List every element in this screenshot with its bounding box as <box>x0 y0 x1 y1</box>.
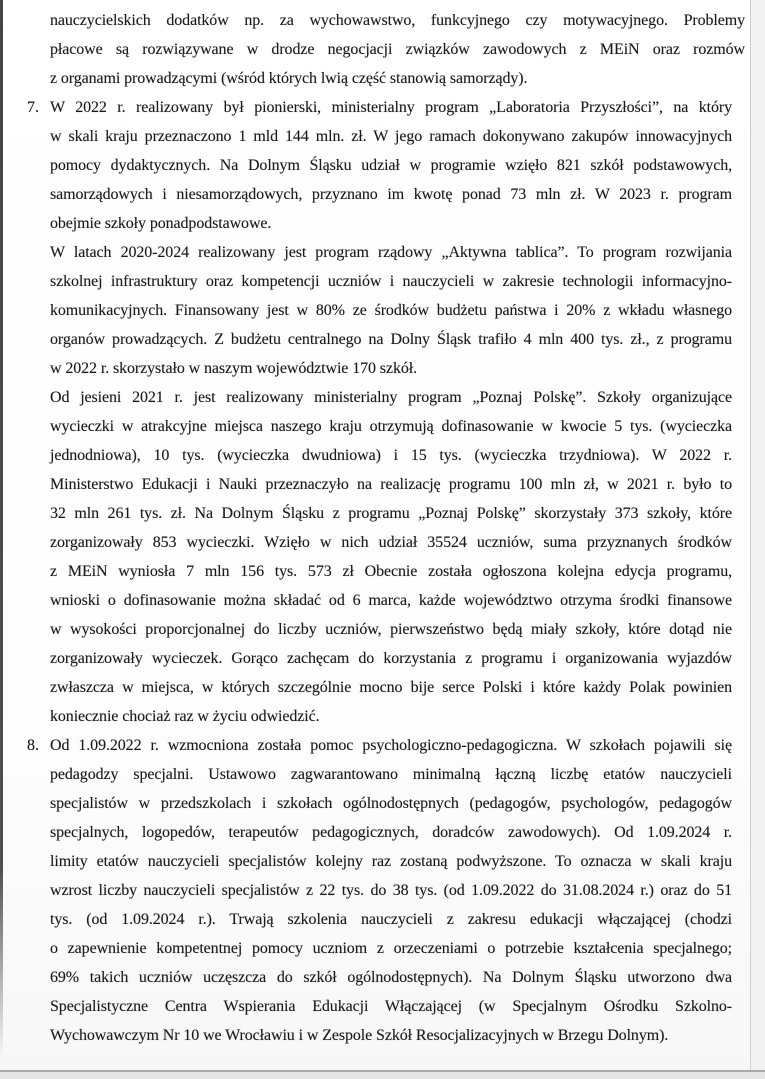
text-line: szkolnej infrastruktury oraz kompetencji uczniów i nauczycieli w zakresie technologii informacyjno- <box>50 273 732 290</box>
text-line: Od jesieni 2021 r. jest realizowany ministerialny program „Poznaj Polskę”. Szkoły organizujące <box>50 389 732 406</box>
list-item-7 <box>27 93 732 731</box>
list-item-8 <box>27 731 732 1050</box>
text-column <box>27 6 745 1050</box>
paragraph-aktywna-tablica <box>50 238 732 383</box>
text-line: zwłaszcza w miejsca, w których szczególnie mocno bije serce Polski i które każdy Polak powinien <box>50 679 732 696</box>
text-line: wycieczki w atrakcyjne miejsca naszego kraju otrzymują dofinasowanie w kwocie 5 tys. (wycieczka <box>50 418 732 435</box>
text-line: zorganizowały 853 wycieczki. Wzięło w nich udział 35524 uczniów, suma przyznanych środków <box>50 534 732 551</box>
text-line: 69% takich uczniów uczęszcza do szkół ogólnodostępnych). Na Dolnym Śląsku utworzono dwa <box>50 969 732 986</box>
text-line: z MEiN wyniosła 7 mln 156 tys. 573 zł Obecnie została ogłoszona kolejna edycja programu, <box>50 563 732 580</box>
text-line: specjalnych, logopedów, terapeutów pedagogicznych, doradców zawodowych). Od 1.09.2024 r. <box>50 824 732 841</box>
item-number: 7. <box>27 99 39 116</box>
text-line: w skali kraju przeznaczono 1 mld 144 mln. zł. W jego ramach dokonywano zakupów innowacyjnych <box>50 128 732 145</box>
text-line: komunikacyjnych. Finansowany jest w 80% ze środków budżetu państwa i 20% z wkładu własnego <box>50 302 732 319</box>
text-line: limity etatów nauczycieli specjalistów kolejny raz zostaną podwyższone. To oznacza w skali kraju <box>50 853 732 870</box>
text-line: W 2022 r. realizowany był pionierski, ministerialny program „Laboratoria Przyszłości”, na który <box>50 99 732 116</box>
text-line: z organami prowadzącymi (wśród których lwią część stanowią samorządy). <box>50 70 528 87</box>
paper-right-edge <box>750 0 765 1072</box>
text-line: Od 1.09.2022 r. wzmocniona została pomoc psychologiczno-pedagogiczna. W szkołach pojawili się <box>50 737 732 754</box>
text-line: wnioski o dofinasowanie można składać od 6 marca, każde województwo otrzyma środki finansowe <box>50 592 732 609</box>
text-line: Ministerstwo Edukacji i Nauki przeznaczyło na realizację programu 100 mln zł, w 2021 r. było to <box>50 476 732 493</box>
text-line: tys. (od 1.09.2024 r.). Trwają szkolenia nauczycieli z zakresu edukacji włączającej (chodzi <box>50 911 732 928</box>
text-line: pedagodzy specjalni. Ustawowo zagwarantowano minimalną łączną liczbę etatów nauczycieli <box>50 766 732 783</box>
text-line: W latach 2020-2024 realizowany jest program rządowy „Aktywna tablica”. To program rozwijania <box>50 244 732 261</box>
paragraph-poznaj-polske <box>50 383 732 731</box>
text-line: nauczycielskich dodatków np. za wychowawstwo, funkcyjnego czy motywacyjnego. Problemy <box>50 12 745 29</box>
paragraph-pomoc-psychologiczna <box>50 731 732 1050</box>
text-line: w 2022 r. skorzystało w naszym województwie 170 szkół. <box>50 360 417 377</box>
text-line: jednodniowa), 10 tys. (wycieczka dwudniowa) i 15 tys. (wycieczka trzydniowa). W 2022 r. <box>50 447 732 464</box>
text-line: Specjalistyczne Centra Wspierania Edukacji Włączającej (w Specjalnym Ośrodku Szkolno- <box>50 998 732 1015</box>
intro-paragraph <box>50 6 745 93</box>
text-line: płacowe są rozwiązywane w drodze negocjacji związków zawodowych z MEiN oraz rozmów <box>50 41 745 58</box>
text-line: wzrost liczby nauczycieli specjalistów z 22 tys. do 38 tys. (od 1.09.2022 do 31.08.2024 r.) oraz do 51 <box>50 882 732 899</box>
text-line: samorządowych i niesamorządowych, przyznano im kwotę ponad 73 mln zł. W 2023 r. program <box>50 186 732 203</box>
text-line: obejmie szkoły ponadpodstawowe. <box>50 215 272 232</box>
text-line: w wysokości proporcjonalnej do liczby uczniów, pierwszeństwo będą miały szkoły, które dotąd nie <box>50 621 732 638</box>
text-line: 32 mln 261 tys. zł. Na Dolnym Śląsku z programu „Poznaj Polskę” skorzystały 373 szkoły, które <box>50 505 732 522</box>
text-line: Wychowawczym Nr 10 we Wrocławiu i w Zespole Szkół Resocjalizacyjnych w Brzegu Dolnym). <box>50 1027 669 1044</box>
text-line: zorganizowały wycieczek. Gorąco zachęcam do korzystania z programu i organizowania wyjazdów <box>50 650 732 667</box>
paper-left-edge <box>0 0 3 1058</box>
text-line: organów prowadzących. Z budżetu centralnego na Dolny Śląsk trafiło 4 mln 400 tys. zł., z programu <box>50 331 732 348</box>
item-number: 8. <box>27 737 39 754</box>
text-line: koniecznie chociaż raz w życiu odwiedzić. <box>50 708 320 725</box>
text-line: specjalistów w przedszkolach i szkołach ogólnodostępnych (pedagogów, psychologów, pedagogów <box>50 795 732 812</box>
paragraph-laboratoria-przyszlosci <box>50 93 732 238</box>
text-line: o zapewnienie kompetentnej pomocy uczniom z orzeczeniami o potrzebie kształcenia specjalnego; <box>50 940 732 957</box>
text-line: pomocy dydaktycznych. Na Dolnym Śląsku udział w programie wzięło 821 szkół podstawowych, <box>50 157 732 174</box>
paper-bottom-edge <box>0 1070 765 1079</box>
